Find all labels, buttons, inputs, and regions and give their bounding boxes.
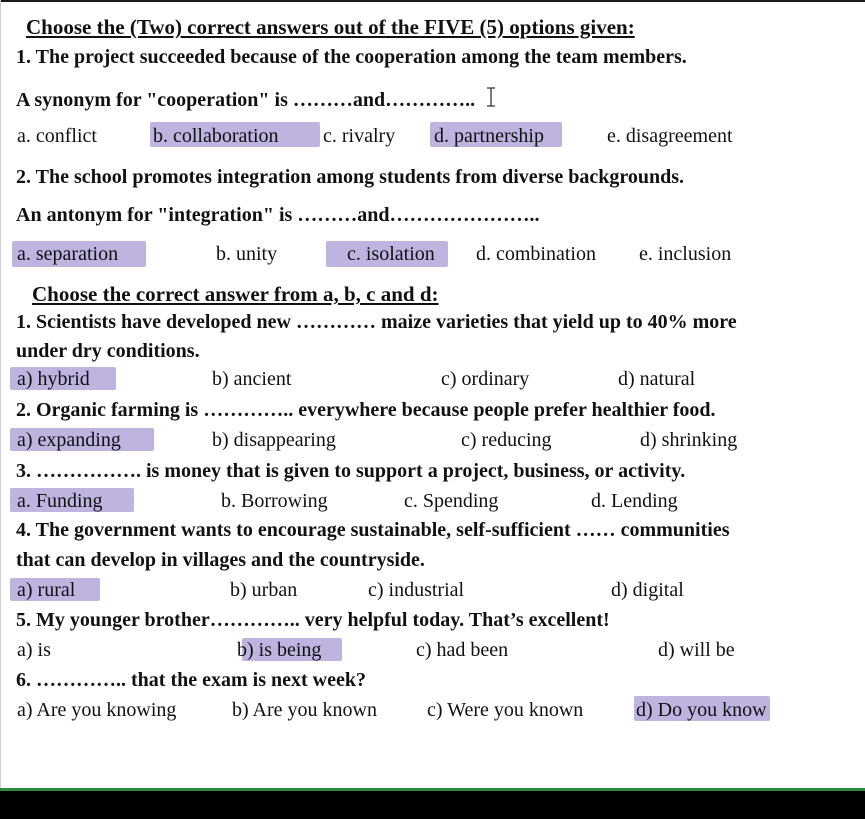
s2-q3-option-b[interactable]: b. Borrowing bbox=[221, 490, 328, 512]
s2-q2-option-c[interactable]: c) reducing bbox=[461, 429, 552, 451]
section2-heading: Choose the correct answer from a, b, c and d: bbox=[32, 282, 439, 306]
s2-q6-option-a[interactable]: a) Are you knowing bbox=[17, 699, 177, 721]
s2-q1-option-a[interactable]: a) hybrid bbox=[17, 368, 90, 390]
s2-q4-option-c[interactable]: c) industrial bbox=[368, 579, 465, 601]
q1-option-d[interactable]: d. partnership bbox=[434, 125, 544, 147]
s2-q2-option-d[interactable]: d) shrinking bbox=[640, 429, 738, 451]
s2-q1-option-c[interactable]: c) ordinary bbox=[441, 368, 530, 390]
s2-q2-stem: 2. Organic farming is ………….. everywhere because people prefer healthier food. bbox=[16, 399, 716, 421]
s2-q5-stem: 5. My younger brother………….. very helpful today. That’s excellent! bbox=[16, 609, 610, 631]
q1-option-e[interactable]: e. disagreement bbox=[607, 125, 733, 147]
q2-prompt: An antonym for "integration" is ………and………………….. bbox=[16, 204, 540, 226]
q2-stem: 2. The school promotes integration among students from diverse backgrounds. bbox=[16, 166, 685, 188]
s2-q5-option-b[interactable]: b) is being bbox=[237, 639, 322, 661]
section1-heading: Choose the (Two) correct answers out of the FIVE (5) options given: bbox=[26, 15, 635, 39]
q2-option-a[interactable]: a. separation bbox=[17, 243, 119, 265]
s2-q4-option-a[interactable]: a) rural bbox=[17, 579, 76, 601]
s2-q4-option-b[interactable]: b) urban bbox=[230, 579, 298, 601]
s2-q4-option-d[interactable]: d) digital bbox=[611, 579, 684, 601]
s2-q4-stem-line1: 4. The government wants to encourage sustainable, self-sufficient …… communities bbox=[16, 519, 730, 541]
s2-q3-option-a[interactable]: a. Funding bbox=[17, 490, 103, 512]
s2-q2-option-a[interactable]: a) expanding bbox=[17, 429, 121, 451]
s2-q6-stem: 6. ………….. that the exam is next week? bbox=[16, 669, 366, 691]
q1-prompt: A synonym for "cooperation" is ………and………….. bbox=[16, 89, 476, 111]
s2-q5-option-c[interactable]: c) had been bbox=[416, 639, 509, 661]
q1-stem: 1. The project succeeded because of the cooperation among the team members. bbox=[16, 46, 687, 68]
s2-q1-option-d[interactable]: d) natural bbox=[618, 368, 696, 390]
q1-option-b[interactable]: b. collaboration bbox=[153, 125, 279, 147]
s2-q1-stem-line2: under dry conditions. bbox=[16, 340, 200, 362]
q2-option-b[interactable]: b. unity bbox=[216, 243, 278, 265]
q2-option-d[interactable]: d. combination bbox=[476, 243, 596, 265]
q1-option-a[interactable]: a. conflict bbox=[17, 125, 97, 147]
s2-q3-stem: 3. ……………. is money that is given to support a project, business, or activity. bbox=[16, 460, 686, 482]
s2-q2-option-b[interactable]: b) disappearing bbox=[212, 429, 336, 451]
page-edge bbox=[0, 0, 1, 788]
q2-option-e[interactable]: e. inclusion bbox=[639, 243, 732, 265]
q2-option-c[interactable]: c. isolation bbox=[347, 243, 435, 265]
footer-black-bar bbox=[0, 791, 865, 819]
s2-q3-option-d[interactable]: d. Lending bbox=[591, 490, 678, 512]
s2-q4-stem-line2: that can develop in villages and the countryside. bbox=[16, 549, 425, 571]
s2-q3-option-c[interactable]: c. Spending bbox=[404, 490, 499, 512]
s2-q6-option-c[interactable]: c) Were you known bbox=[427, 699, 584, 721]
text-cursor-icon bbox=[486, 87, 496, 107]
s2-q6-option-d[interactable]: d) Do you know bbox=[636, 699, 767, 721]
s2-q1-stem-line1: 1. Scientists have developed new ………… maize varieties that yield up to 40% more bbox=[16, 311, 737, 333]
s2-q5-option-a[interactable]: a) is bbox=[17, 639, 51, 661]
s2-q6-option-b[interactable]: b) Are you known bbox=[232, 699, 377, 721]
s2-q5-option-d[interactable]: d) will be bbox=[658, 639, 735, 661]
s2-q1-option-b[interactable]: b) ancient bbox=[212, 368, 292, 390]
q1-option-c[interactable]: c. rivalry bbox=[323, 125, 396, 147]
